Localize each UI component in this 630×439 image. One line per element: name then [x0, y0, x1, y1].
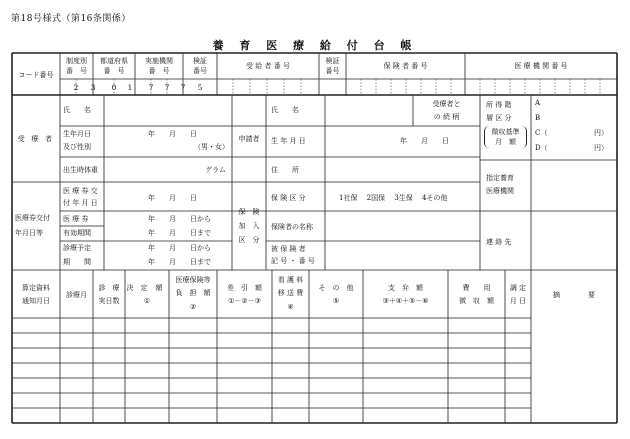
- form-number-label: 第18号様式（第16条関係）: [11, 14, 131, 24]
- valid-to: 年 月 日まで: [148, 229, 211, 237]
- insurance-class-options: 1社保 2国保 3生保 4その他: [339, 194, 448, 202]
- institution-label-1: 実施機関: [145, 57, 173, 65]
- planned-from: 年 月 日から: [148, 244, 211, 252]
- contact-label: 連 絡 先: [486, 238, 512, 246]
- valid-from: 年 月 日から: [148, 215, 211, 223]
- designated-institution-label-1: 指定養育: [486, 174, 514, 182]
- applicant-name-label: 氏 名: [271, 106, 299, 114]
- certificate-section-label-1: 医療券交付: [15, 214, 50, 222]
- applicant-address-label: 住 所: [271, 166, 299, 174]
- ledger-header-days-2: 実日数: [98, 297, 120, 305]
- ledger-header-difference-2: ①－②－③: [228, 297, 261, 305]
- ledger-header-insurance-2: 負 担 額: [175, 289, 211, 297]
- ledger-header-nursing-1: 看 護 料: [277, 276, 304, 284]
- code-digit: 7: [180, 83, 186, 92]
- ledger-header-adjust-1: 調 定: [509, 284, 527, 292]
- insurance-section-label-2: 加 入: [238, 222, 260, 230]
- insured-symbol-label-2: 記 号 ・ 番 号: [271, 257, 315, 265]
- recipient-number-label: 受 給 者 番 号: [246, 62, 290, 70]
- code-digit: 1: [127, 83, 133, 92]
- ledger-header-adjust-2: 月 日: [509, 297, 527, 305]
- gram-unit: グラム: [205, 166, 226, 174]
- verification2-label-1: 検証: [325, 57, 340, 65]
- code-digit: 7: [164, 83, 170, 92]
- income-class-label-2: 層 区 分: [486, 114, 512, 122]
- relation-label-2: の 続 柄: [433, 113, 460, 121]
- ledger-header-days-1: 診 療: [98, 284, 120, 292]
- ledger-header-notice-date-2: 通知月日: [22, 297, 50, 305]
- document-title: 養 育 医 療 給 付 台 帳: [212, 39, 418, 52]
- patient-section-label: 受 療 者: [17, 135, 55, 143]
- medical-institution-number-label: 医 療 機 関 番 号: [514, 62, 568, 70]
- ledger-header-notice-date-1: 算定資料: [22, 284, 50, 292]
- code-number-label: コード番号: [18, 71, 54, 79]
- insurance-section-label-1: 保 険: [238, 208, 260, 216]
- prefecture-label-2: 番 号: [103, 67, 125, 75]
- system-class-label-1: 制度別: [66, 57, 87, 65]
- patient-sex-value: （男・女）: [194, 143, 229, 151]
- ledger-header-payment-2: ③＋④＋⑤－⑥: [382, 297, 429, 305]
- applicant-dob-value: 年 月 日: [400, 137, 449, 145]
- certificate-section-label-2: 年月日等: [15, 229, 43, 237]
- income-class-b: B: [535, 114, 541, 122]
- collection-label-2: 月 額: [495, 138, 516, 146]
- verification-label-1: 検証: [193, 57, 207, 65]
- ledger-header-other-1: そ の 他: [318, 284, 354, 292]
- ledger-header-cost-2: 徴 収 額: [459, 297, 494, 305]
- issue-date-label-2: 付 年 月 日: [63, 199, 98, 207]
- income-class-a: A: [535, 99, 541, 107]
- patient-name-label: 氏 名: [63, 106, 91, 114]
- applicant-dob-label: 生 年 月 日: [271, 137, 306, 145]
- designated-institution-label-2: 医療機関: [486, 187, 514, 195]
- issue-date-label-1: 医 療 券 交: [63, 187, 98, 195]
- verification-label-2: 番号: [193, 67, 207, 75]
- planned-period-label-1: 診療予定: [63, 244, 91, 252]
- ledger-header-nursing-3: ④: [287, 303, 294, 311]
- ledger-header-cost-1: 費 用: [462, 284, 491, 292]
- patient-dob-label-1: 生年月日: [63, 130, 91, 138]
- planned-period-label-2: 期 間: [63, 258, 91, 266]
- code-digit: 5: [197, 83, 203, 92]
- income-class-c-yen: 円）: [594, 129, 608, 137]
- planned-to: 年 月 日まで: [148, 258, 211, 266]
- patient-dob-label-2: 及び性別: [63, 143, 91, 151]
- issue-date-value: 年 月 日: [148, 194, 197, 202]
- ledger-header-decided-3: ①: [143, 297, 151, 305]
- insured-symbol-label-1: 被 保 険 者: [271, 245, 306, 253]
- relation-label-1: 受療者と: [432, 100, 461, 108]
- code-digit: 0: [111, 83, 117, 92]
- verification2-label-2: 番号: [325, 67, 340, 75]
- ledger-header-other-2: ⑤: [332, 297, 340, 305]
- institution-label-2: 番 号: [148, 67, 170, 75]
- income-class-d-yen: 円）: [594, 144, 608, 152]
- valid-period-label-2: 有効期間: [63, 229, 91, 237]
- ledger-header-difference-1: 差 引 額: [227, 284, 262, 292]
- patient-dob-value: 年 月 日: [148, 130, 197, 138]
- ledger-header-nursing-2: 移 送 費: [277, 289, 304, 297]
- income-class-c: C（: [535, 129, 548, 137]
- ledger-header-payment-1: 支 弁 額: [388, 284, 423, 292]
- insurer-name-label: 保険者の名称: [271, 223, 313, 231]
- birth-weight-label: 出生時体重: [63, 166, 98, 174]
- ledger-header-month: 診療月: [66, 291, 87, 299]
- ledger-header-insurance-3: ②: [189, 303, 197, 311]
- insurer-number-label: 保 険 者 番 号: [383, 62, 428, 70]
- ledger-header-insurance-1: 医療保険等: [175, 276, 211, 284]
- collection-label-1: 微収基準: [491, 128, 520, 136]
- code-digit: 3: [90, 83, 96, 92]
- code-digit: 2: [73, 83, 79, 92]
- insurance-section-label-3: 区 分: [238, 236, 260, 244]
- ledger-header-decided-1: 決 定: [126, 284, 148, 292]
- ledger-header-decided-2: 額: [155, 284, 163, 292]
- system-class-label-2: 番 号: [66, 67, 87, 75]
- applicant-section-label: 申請者: [238, 135, 260, 143]
- code-digit: 7: [148, 83, 154, 92]
- income-class-d: D（: [535, 144, 548, 152]
- prefecture-label-1: 都道府県: [100, 57, 128, 65]
- ledger-header-remarks: 摘 要: [553, 291, 595, 299]
- valid-period-label-1: 医 療 券: [63, 215, 89, 223]
- insurance-class-label: 保 険 区 分: [271, 194, 306, 202]
- income-class-label-1: 所 得 階: [486, 101, 512, 109]
